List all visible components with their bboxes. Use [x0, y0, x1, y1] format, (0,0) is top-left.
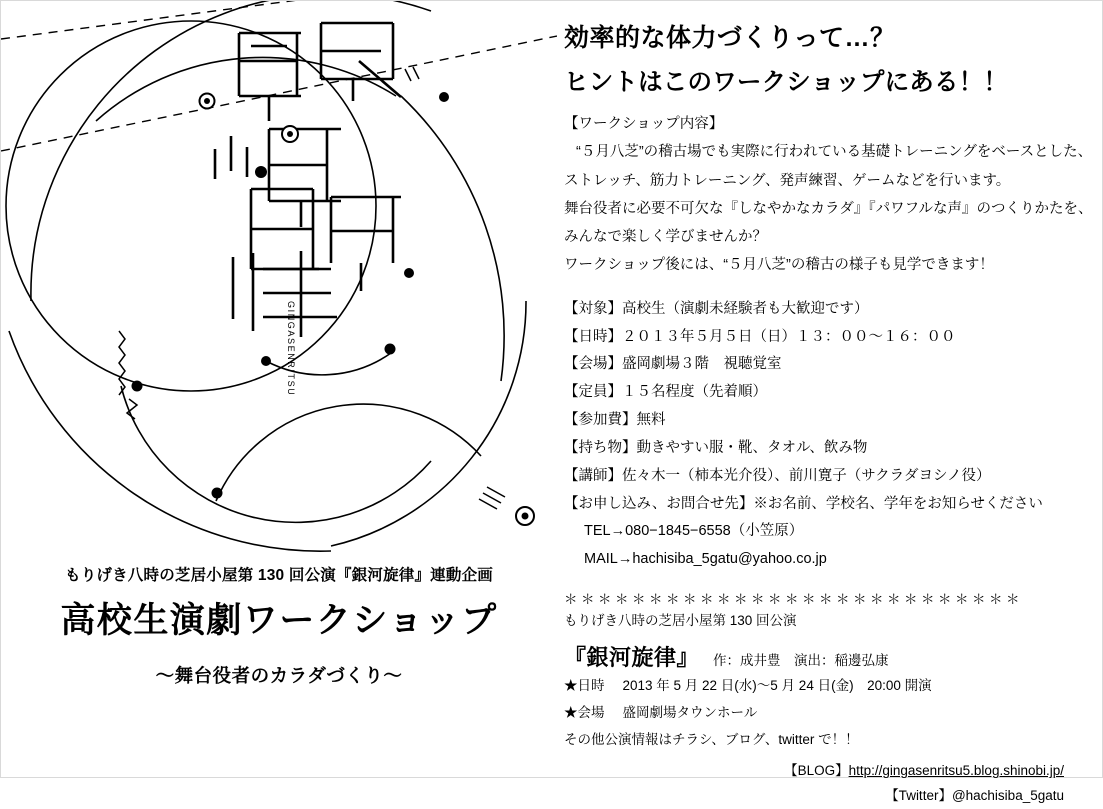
performance-date-label: ★日時: [564, 678, 605, 694]
detail-contact-label: 【お申し込み、お問合せ先】※お名前、学校名、学年をお知らせください: [564, 495, 1043, 512]
detail-instructors: 【講師】佐々木一（柿本光介役）、前川寛子（サクラダヨシノ役）: [564, 467, 991, 484]
contact-tel: TEL→080−1845−6558（小笠原）: [584, 523, 804, 540]
performance-series: もりげき八時の芝居小屋第 130 回公演: [564, 613, 797, 629]
linked-project-line: もりげき八時の芝居小屋第 130 回公演『銀河旋律』連動企画: [65, 567, 493, 584]
detail-fee: 【参加費】無料: [564, 412, 666, 429]
performance-date-row: [564, 672, 1094, 699]
detail-capacity: 【定員】１５名程度（先着順）: [564, 384, 767, 401]
content-line: ワークショップ後には、“５月八芝”の稽古の様子も見学できます！: [564, 257, 994, 274]
blog-row: [564, 759, 1064, 784]
spacer: [564, 574, 1094, 590]
ginga-senritsu-artwork: [1, 1, 557, 561]
workshop-title: 高校生演劇ワークショップ: [60, 600, 498, 640]
content-line: “５月八芝”の稽古場でも実際に行われている基礎トレーニングをベースとした、: [576, 144, 1093, 161]
content-section-label: 【ワークショップ内容】: [564, 115, 724, 132]
content-body: [564, 138, 1094, 279]
headline-question: 効率的な体力づくりって…？: [564, 24, 896, 52]
performance-date: 2013 年 5 月 22 日(水)〜5 月 24 日(金) 20:00 開演: [622, 678, 932, 694]
performance-venue: 盛岡劇場タウンホール: [622, 705, 758, 721]
links-block: [564, 759, 1094, 809]
details-block: [564, 296, 1094, 574]
blog-link[interactable]: http://gingasenritsu5.blog.shinobi.jp/: [848, 763, 1064, 779]
blog-label: 【BLOG】: [784, 763, 849, 779]
svg-text:GINGASENRITSU: GINGASENRITSU: [286, 301, 296, 397]
performance-venue-label: ★会場: [564, 705, 605, 721]
detail-datetime: 【日時】２０１３年５月５日（日）１３：００〜１６：００: [564, 328, 956, 345]
performance-credit: 作：成井豊 演出：稲邊弘康: [713, 653, 889, 669]
divider-stars: ＊＊＊＊＊＊＊＊＊＊＊＊＊＊＊＊＊＊＊＊＊＊＊＊＊＊＊: [564, 592, 1023, 608]
performance-title-row: [564, 641, 1094, 672]
right-panel: [564, 1, 1103, 804]
performance-note: その他公演情報はチラシ、ブログ、twitter で！！: [564, 732, 859, 748]
spacer: [564, 280, 1094, 296]
left-panel: [1, 1, 557, 779]
twitter-label: 【Twitter】: [885, 788, 952, 804]
headline-answer: ヒントはこのワークショップにある！！: [564, 69, 1009, 97]
twitter-row: [564, 784, 1064, 809]
content-line: ストレッチ、筋力トレーニング、発声練習、ゲームなどを行います。: [564, 172, 1011, 189]
left-caption-block: [1, 567, 557, 688]
performance-venue-row: [564, 699, 1094, 726]
content-line: みんなで楽しく学びませんか？: [564, 229, 767, 246]
detail-bring: 【持ち物】動きやすい服・靴、タオル、飲み物: [564, 439, 868, 456]
content-line: 舞台役者に必要不可欠な『しなやかなカラダ』『パワフルな声』のつくりかたを、: [564, 200, 1093, 217]
twitter-handle[interactable]: @hachisiba_5gatu: [951, 788, 1064, 804]
contact-mail: MAIL→hachisiba_5gatu@yahoo.co.jp: [584, 551, 827, 568]
workshop-subtitle: 〜舞台役者のカラダづくり〜: [155, 665, 403, 687]
detail-target: 【対象】高校生（演劇未経験者も大歓迎です）: [564, 300, 869, 317]
performance-title: 『銀河旋律』: [564, 645, 700, 671]
detail-venue: 【会場】盛岡劇場３階 視聴覚室: [564, 356, 782, 373]
